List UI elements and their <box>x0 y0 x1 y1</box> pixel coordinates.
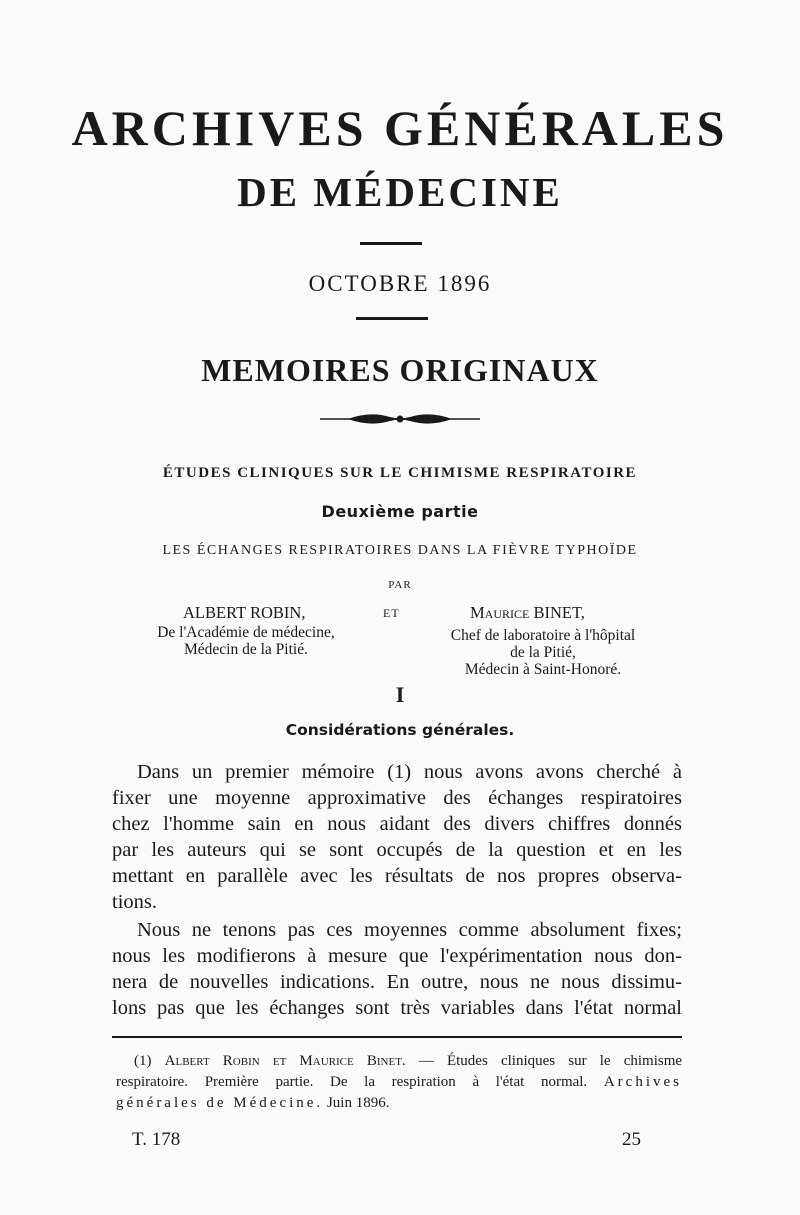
body-line: par les auteurs qui se sont occupés de la question et en les <box>112 839 682 861</box>
footnote-marker: (1) <box>134 1053 152 1069</box>
body-line: Dans un premier mémoire (1) nous avons avons cherché à <box>137 761 682 783</box>
body-line: nera de nouvelles indications. En outre, nous ne nous dissimu- <box>112 971 682 993</box>
body-line: mettant en parallèle avec les résultats de nos propres observa- <box>112 865 682 887</box>
body-line: tions. <box>112 891 157 913</box>
author-affiliation: Médecin à Saint-Honoré. <box>464 661 622 678</box>
article-title: ÉTUDES CLINIQUES SUR LE CHIMISME RESPIRATOIRE <box>162 465 638 481</box>
footnote-authors: Albert Robin et Maurice Binet. <box>164 1053 406 1069</box>
volume-number: T. 178 <box>132 1129 181 1150</box>
footnote-text: respiratoire. Première partie. De la respiration à l'état normal. <box>116 1074 588 1090</box>
author-affiliation: Médecin de la Pitié. <box>184 641 308 658</box>
footnote-journal: générales de Médecine. <box>116 1095 324 1111</box>
chapter-number: I <box>395 682 405 707</box>
author-name: ALBERT ROBIN, <box>183 603 306 622</box>
divider-rule <box>360 242 422 245</box>
footnote-text: — Études cliniques sur le chimisme <box>418 1053 683 1069</box>
article-part: Deuxième partie <box>321 502 479 521</box>
ornament-divider-icon <box>320 408 480 430</box>
issue-date: OCTOBRE 1896 <box>308 271 492 296</box>
chapter-title: Considérations générales. <box>285 721 515 739</box>
author-affiliation: de la Pitié, <box>510 644 576 661</box>
footnote-journal: Archives <box>603 1074 682 1090</box>
footnote-rule <box>112 1036 682 1038</box>
journal-title: ARCHIVES GÉNÉRALES <box>71 100 729 156</box>
author-affiliation: Chef de laboratoire à l'hôpital <box>450 627 636 644</box>
page-number: 25 <box>622 1129 641 1150</box>
body-line: nous les modifierons à mesure que l'expérimentation nous don- <box>112 945 682 967</box>
author-name: Maurice BINET, <box>470 603 585 622</box>
footnote-line <box>116 1094 682 1112</box>
article-subtitle: LES ÉCHANGES RESPIRATOIRES DANS LA FIÈVRE TYPHOÏDE <box>162 543 638 558</box>
byline-par: PAR <box>388 579 412 591</box>
body-line: fixer une moyenne approximative des échanges respiratoires <box>112 787 682 809</box>
body-line: lons pas que les échanges sont très variables dans l'état normal <box>112 997 682 1019</box>
journal-subtitle: DE MÉDECINE <box>237 169 563 215</box>
author-affiliation: De l'Académie de médecine, <box>157 624 335 641</box>
body-line: chez l'homme sain en nous aidant des divers chiffres donnés <box>112 813 682 835</box>
footnote-line <box>116 1073 682 1091</box>
section-title: MEMOIRES ORIGINAUX <box>201 352 599 388</box>
divider-rule <box>356 317 428 320</box>
footnote-line <box>134 1052 682 1070</box>
author-conjunction: ET <box>383 606 400 620</box>
body-line: Nous ne tenons pas ces moyennes comme absolument fixes; <box>137 919 682 941</box>
footnote-date: Juin 1896. <box>326 1095 390 1111</box>
